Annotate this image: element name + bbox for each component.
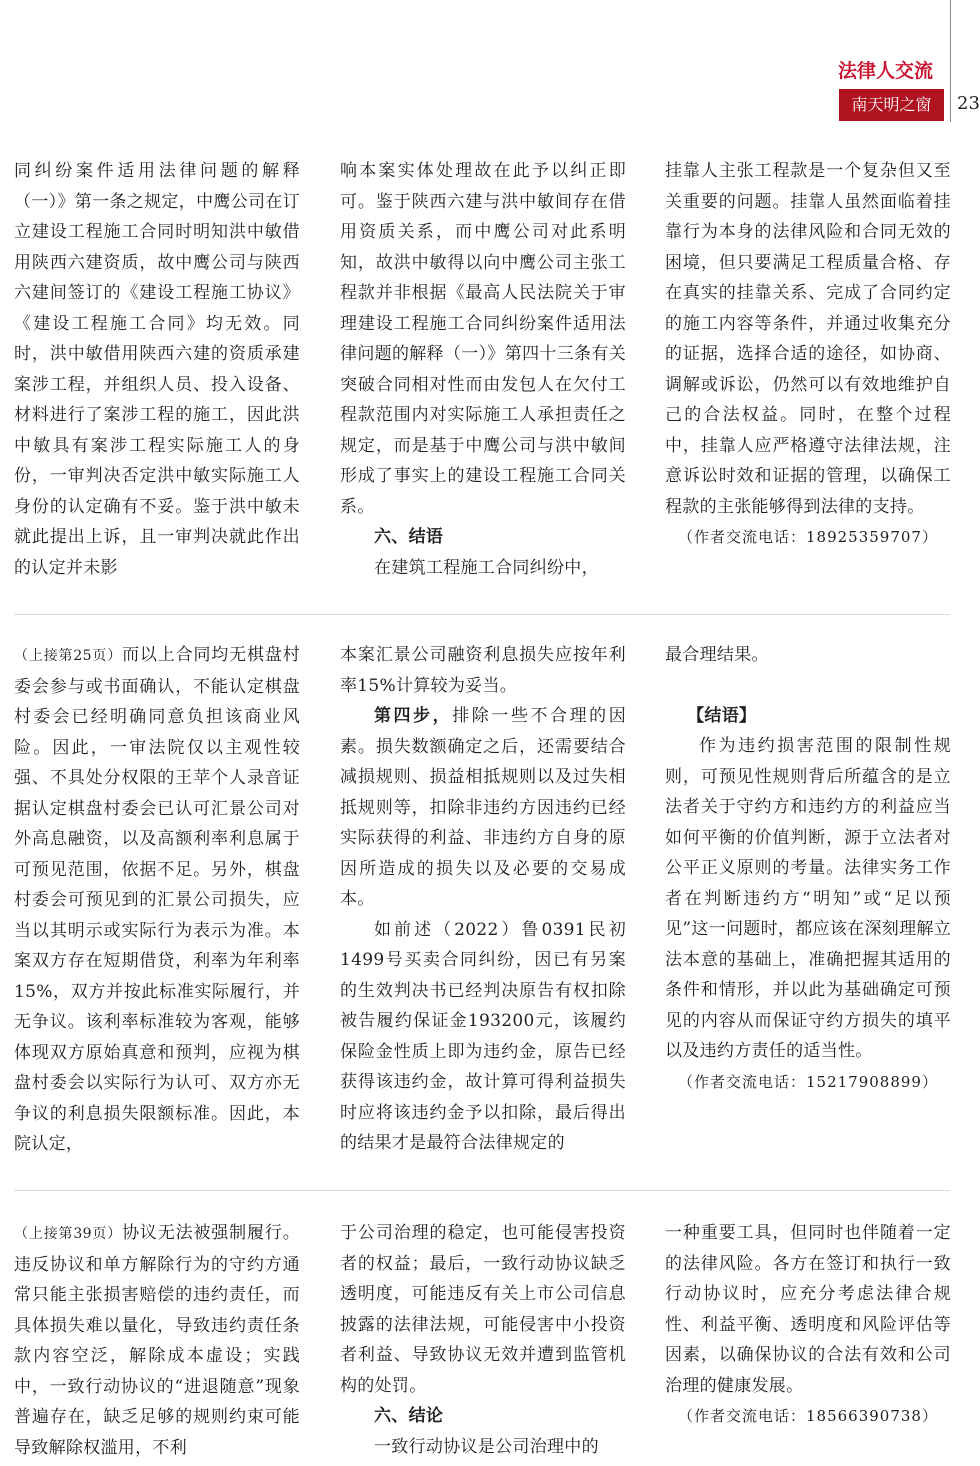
section-divider [14,1190,950,1191]
section3-column-2 [340,1218,626,1462]
section2-column-3 [665,640,951,1097]
continued-from-label: （上接第39页） [14,1226,123,1242]
paragraph: 一种重要工具，但同时也伴随着一定的法律风险。各方在签订和执行一致行动协议时，应充分考虑法律合规性、利益平衡、透明度和风险评估等因素，以确保协议的合法有效和公司治理的健康发展。 [665,1223,951,1396]
paragraph: 作为违约损害范围的限制性规则，可预见性规则背后所蕴含的是立法者关于守约方和违约方的利益应当如何平衡的价值判断，源于立法者对公平正义原则的考量。法律实务工作者在判断违约方“明知”或“足以预见”这一问题时，都应该在深刻理解立法本意的基础上，准确把握其适用的条件和情形，并以此为基础确定可预见的内容从而保证守约方损失的填平以及违约方责任的适当性。 [665,736,951,1061]
author-contact: （作者交流电话：18925359707） [678,528,938,546]
page-number: 23 [957,93,980,114]
step-label: 第四步， [374,706,453,726]
author-contact: （作者交流电话：18566390738） [678,1407,938,1425]
paragraph-text: 协议无法被强制履行。违反协议和单方解除行为的守约方通常只能主张损害赔偿的违约责任，而具体损失难以量化，导致违约责任条款内容空泛，解除成本虚设；实践中，一致行动协议的“进退随意”现象普遍存在，缺乏足够的规则约束可能导致解除权滥用，不利 [14,1223,301,1458]
section3-column-3 [665,1218,951,1432]
section1-column-2 [340,156,626,583]
section1-column-3 [665,156,951,553]
paragraph: 于公司治理的稳定，也可能侵害投资者的权益；最后，一致行动协议缺乏透明度，可能违反有关上市公司信息披露的法律法规，可能侵害中小投资者利益、导致协议无效并遭到监管机构的处罚。 [340,1223,626,1396]
section2-column-2 [340,640,626,1159]
paragraph: 如前述（2022）鲁0391民初1499号买卖合同纠纷，因已有另案的生效判决书已经判决原告有权扣除被告履约保证金193200元，该履约保险金性质上即为违约金，原告已经获得该违约金，故计算可得利益损失时应将该违约金予以扣除，最后得出的结果才是最符合法律规定的 [340,919,626,1153]
paragraph-text: 排除一些不合理的因素。损失数额确定之后，还需要结合减损规则、损益相抵规则以及过失相抵规则等，扣除非违约方因违约已经实际获得的利益、非违约方自身的原因所造成的损失以及必要的交易成本。 [340,706,626,909]
continued-from-label: （上接第25页） [14,648,123,664]
section-divider [14,614,950,615]
paragraph: 同纠纷案件适用法律问题的解释（一）》第一条之规定，中鹰公司在订立建设工程施工合同时明知洪中敏借用陕西六建资质，故中鹰公司与陕西六建间签订的《建设工程施工协议》《建设工程施工合同》均无效。同时，洪中敏借用陕西六建的资质承建案涉工程，并组织人员、投入设备、材料进行了案涉工程的施工，因此洪中敏具有案涉工程实际施工人的身份，一审判决否定洪中敏实际施工人身份的认定确有不妥。鉴于洪中敏未就此提出上诉，且一审判决就此作出的认定并未影 [14,161,300,578]
column-title: 法律人交流 [838,60,934,82]
paragraph [14,640,300,1160]
paragraph: 响本案实体处理故在此予以纠正即可。鉴于陕西六建与洪中敏间存在借用资质关系，而中鹰公司对此系明知，故洪中敏得以向中鹰公司主张工程款并非根据《最高人民法院关于审理建设工程施工合同纠纷案件适用法律问题的解释（一）》第四十三条有关突破合同相对性而由发包人在欠付工程款范围内对实际施工人承担责任之规定，而是基于中鹰公司与洪中敏间形成了事实上的建设工程施工合同关系。 [340,161,626,517]
article-section-2 [0,640,977,1170]
paragraph: 最合理结果。 [665,645,769,665]
column-tag: 南天明之窗 [839,89,944,121]
section-heading: 六、结语 [374,527,444,547]
article-section-3 [0,1218,977,1466]
paragraph: 在建筑工程施工合同纠纷中， [374,557,599,578]
paragraph [340,701,626,915]
paragraph: 一致行动协议是公司治理中的 [374,1436,599,1457]
section-heading: 【结语】 [687,705,757,726]
section3-column-1 [14,1218,300,1463]
article-section-1 [0,156,977,596]
section1-column-1 [14,156,300,583]
section2-column-1 [14,640,300,1160]
paragraph: 挂靠人主张工程款是一个复杂但又至关重要的问题。挂靠人虽然面临着挂靠行为本身的法律风险和合同无效的困境，但只要满足工程质量合格、存在真实的挂靠关系、完成了合同约定的施工内容等条件，并通过收集充分的证据，选择合适的途径，如协商、调解或诉讼，仍然可以有效地维护自己的合法权益。同时，在整个过程中，挂靠人应严格遵守法律法规，注意诉讼时效和证据的管理，以确保工程款的主张能够得到法律的支持。 [665,161,951,517]
paragraph: 本案汇景公司融资利息损失应按年利率15%计算较为妥当。 [340,645,626,696]
paragraph [14,1218,300,1463]
header-vertical-rule [950,0,951,122]
paragraph-text: 而以上合同均无棋盘村委会参与或书面确认，不能认定棋盘村委会已经明确同意负担该商业风险。因此，一审法院仅以主观性较强、不具处分权限的王苹个人录音证据认定棋盘村委会已认可汇景公司对外高息融资，以及高额利率利息属于可预见范围，依据不足。另外，棋盘村委会可预见到的汇景公司损失，应当以其明示或实际行为表示为准。本案双方存在短期借贷，利率为年利率15%，双方并按此标准实际履行，并无争议。该利率标准较为客观，能够体现双方原始真意和预判，应视为棋盘村委会以实际行为认可、双方亦无争议的利息损失限额标准。因此，本院认定， [14,645,301,1154]
section-heading: 六、结论 [374,1406,444,1426]
author-contact: （作者交流电话：15217908899） [678,1072,938,1091]
